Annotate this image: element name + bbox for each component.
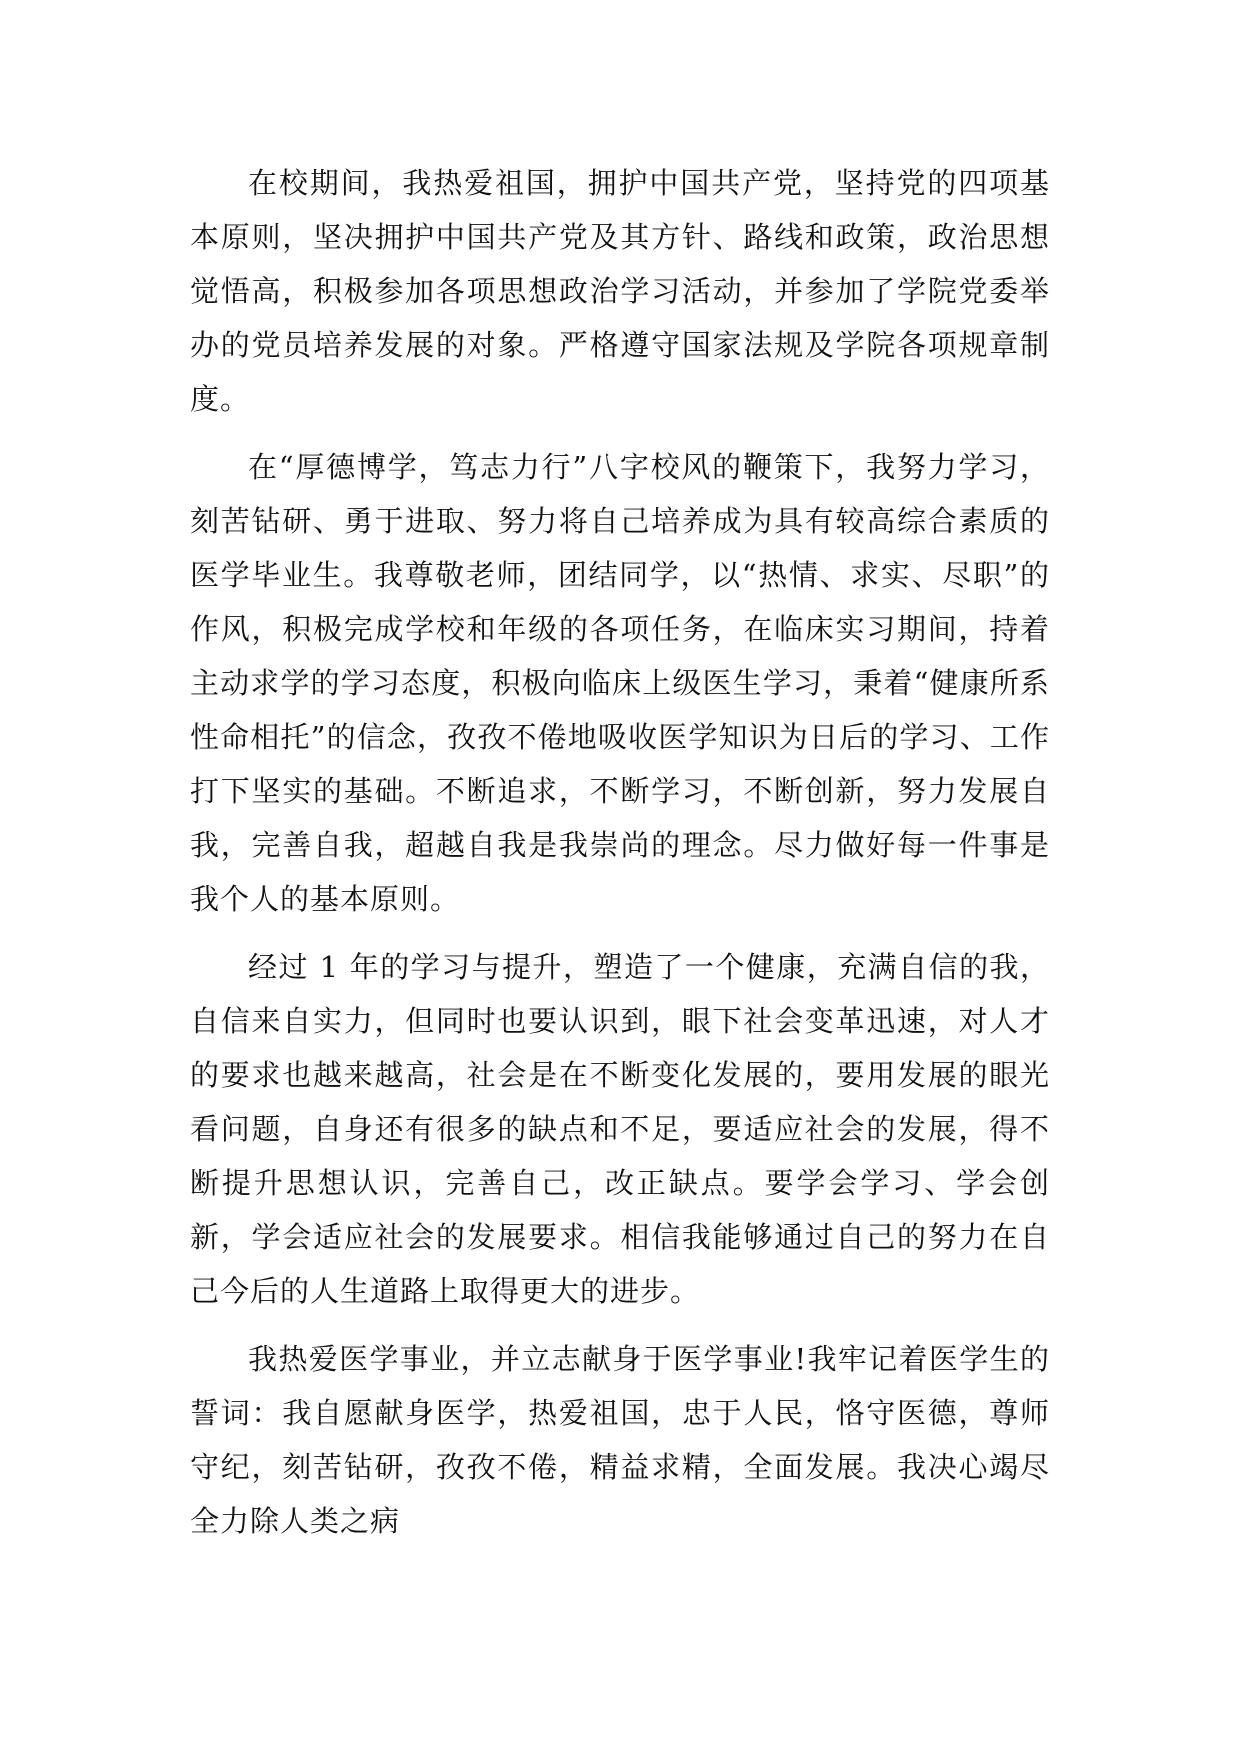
paragraph-self-improvement: 经过 1 年的学习与提升，塑造了一个健康，充满自信的我，自信来自实力，但同时也要认识到，眼下社会变革迅速，对人才的要求也越来越高，社会是在不断变化发展的，要用发展的眼光看问题，自身还有很多的缺点和不足，要适应社会的发展，得不断提升思想认识，完善自己，改正缺点。要学会学习、学会创新，学会适应社会的发展要求。相信我能够通过自己的努力在自己今后的人生道路上取得更大的进步。 [190,950,1050,1308]
paragraph-political-stance: 在校期间，我热爱祖国，拥护中国共产党，坚持党的四项基本原则，坚决拥护中国共产党及其方针、路线和政策，政治思想觉悟高，积极参加各项思想政治学习活动，并参加了学院党委举办的党员培养发展的对象。严格遵守国家法规及学院各项规章制度。 [190,166,1050,416]
document-body [190,156,1050,1548]
paragraph-study-attitude: 在“厚德博学，笃志力行”八字校风的鞭策下，我努力学习，刻苦钻研、勇于进取、努力将自己培养成为具有较高综合素质的医学毕业生。我尊敬老师，团结同学，以“热情、求实、尽职”的作风，积极完成学校和年级的各项任务，在临床实习期间，持着主动求学的学习态度，积极向临床上级医生学习，秉着“健康所系性命相托”的信念，孜孜不倦地吸收医学知识为日后的学习、工作打下坚实的基础。不断追求，不断学习，不断创新，努力发展自我，完善自我，超越自我是我崇尚的理念。尽力做好每一件事是我个人的基本原则。 [190,450,1050,916]
paragraph-medical-oath: 我热爱医学事业，并立志献身于医学事业!我牢记着医学生的誓词：我自愿献身医学，热爱祖国，忠于人民，恪守医德，尊师守纪，刻苦钻研，孜孜不倦，精益求精，全面发展。我决心竭尽全力除人类之病 [190,1342,1050,1538]
